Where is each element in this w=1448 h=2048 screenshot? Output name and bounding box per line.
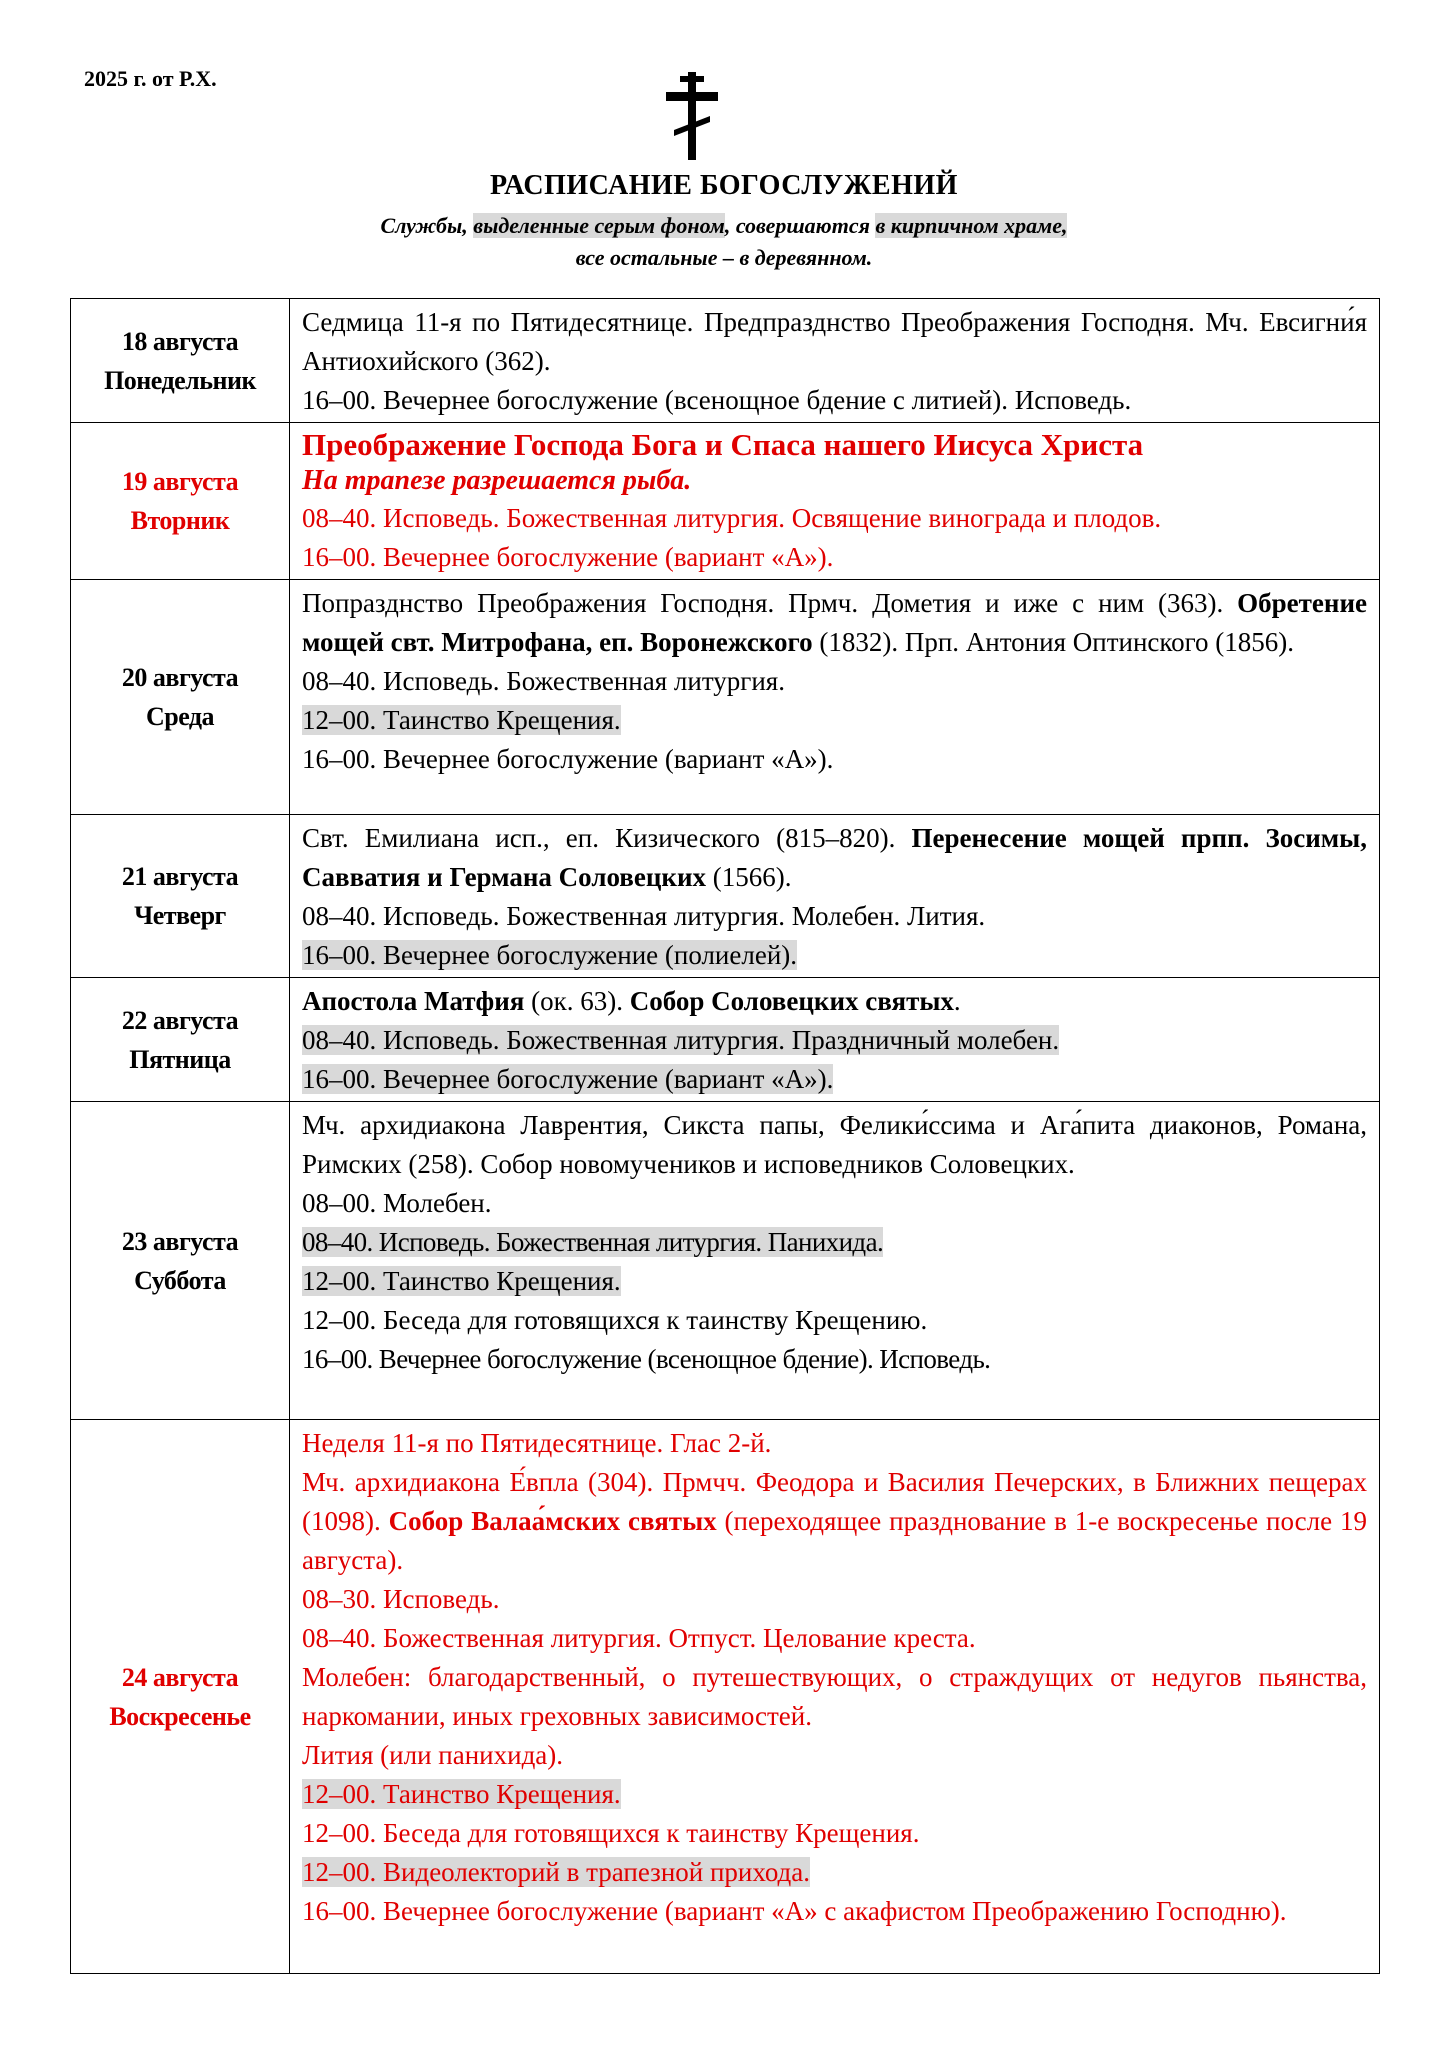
service-line-highlighted: 08–40. Исповедь. Божественная литургия. Праздничный молебен.: [302, 1025, 1060, 1055]
subtitle-part-4: в кирпичном храме,: [875, 213, 1068, 238]
service-line: 16–00. Вечернее богослужение (всенощное бдение с литией). Исповедь.: [302, 385, 1132, 415]
date: 24 августа: [121, 1662, 239, 1692]
service-line: 16–00. Вечернее богослужение (всенощное бдение). Исповедь.: [302, 1344, 991, 1374]
service-line: 08–40. Божественная литургия. Отпуст. Целование креста.: [302, 1623, 976, 1653]
year-label: 2025 г. от Р.Х.: [84, 66, 217, 91]
service-line: 12–00. Беседа для готовящихся к таинству Крещения.: [302, 1818, 920, 1848]
services-cell: [290, 1420, 1380, 1974]
day-description: Апостола Матфия (ок. 63). Собор Соловецких святых.: [302, 986, 961, 1016]
services-cell: [290, 1102, 1380, 1420]
subtitle-line-2: все остальные – в деревянном.: [575, 245, 873, 270]
day-description: Седмица 11-я по Пятидесятнице. Предпразднство Преображения Господня. Мч. Евсигни́я Антиохийского (362).: [302, 307, 1367, 376]
service-line: 08–40. Исповедь. Божественная литургия. Освящение винограда и плодов.: [302, 503, 1162, 533]
weekday: Четверг: [134, 901, 226, 930]
schedule-row: [71, 1102, 1380, 1420]
fasting-note: На трапезе разрешается рыба.: [302, 465, 692, 496]
subtitle-part-1: Службы,: [380, 213, 474, 238]
service-line-highlighted: 08–40. Исповедь. Божественная литургия. Панихида.: [302, 1227, 884, 1257]
service-line: 16–00. Вечернее богослужение (вариант «А»).: [302, 542, 834, 572]
service-line-highlighted: 12–00. Видеолекторий в трапезной прихода.: [302, 1857, 811, 1887]
date-cell: [71, 1102, 290, 1420]
weekday: Суббота: [134, 1265, 226, 1295]
service-line-highlighted: 12–00. Таинство Крещения.: [302, 1779, 621, 1809]
schedule-row: [71, 978, 1380, 1102]
service-line: 08–00. Молебен.: [302, 1188, 492, 1218]
service-line: 08–30. Исповедь.: [302, 1584, 500, 1614]
page-subtitle: [0, 210, 1448, 274]
service-line: 16–00. Вечернее богослужение (вариант «А» с акафистом Преображению Господню).: [302, 1896, 1287, 1926]
service-line: 08–40. Исповедь. Божественная литургия.: [302, 666, 785, 696]
date-cell: [71, 1420, 290, 1974]
services-cell: [290, 580, 1380, 815]
schedule-row: [71, 1420, 1380, 1974]
date: 19 августа: [121, 467, 239, 496]
services-cell: [290, 423, 1380, 580]
weekday: Среда: [145, 702, 215, 731]
date: 20 августа: [121, 663, 239, 692]
orthodox-cross-icon: [664, 70, 720, 162]
feast-title: Преображение Господа Бога и Спаса нашего Иисуса Христа: [302, 427, 1144, 462]
date: 23 августа: [121, 1226, 239, 1256]
weekday: Понедельник: [104, 365, 256, 395]
date-cell: [71, 580, 290, 815]
day-description: Попразднство Преображения Господня. Прмч. Дометия и иже с ним (363). Обретение мощей свт. Митрофана, еп. Воронежского (1832). Прп. Антония Оптинского (1856).: [302, 588, 1367, 657]
day-description: Свт. Емилиана исп., еп. Кизического (815–820). Перенесение мощей прпп. Зосимы, Савватия и Германа Соловецких (1566).: [302, 823, 1367, 892]
service-line: Молебен: благодарственный, о путешествующих, о страждущих от недугов пьянства, наркомании, иных греховных зависимостей.: [302, 1662, 1367, 1731]
weekday: Вторник: [130, 506, 230, 535]
date-cell: [71, 978, 290, 1102]
weekday: Пятница: [129, 1044, 231, 1074]
service-line: 08–40. Исповедь. Божественная литургия. Молебен. Лития.: [302, 901, 986, 931]
date: 21 августа: [121, 862, 239, 891]
service-line: Лития (или панихида).: [302, 1740, 564, 1770]
schedule-row: [71, 423, 1380, 580]
subtitle-part-3: , совершаются: [724, 213, 876, 238]
service-line: 12–00. Беседа для готовящихся к таинству Крещению.: [302, 1305, 928, 1335]
service-line: 16–00. Вечернее богослужение (вариант «А»).: [302, 744, 834, 774]
schedule-table: [70, 298, 1380, 1974]
date-cell: [71, 299, 290, 423]
subtitle-part-2: выделенные серым фоном: [473, 213, 725, 238]
day-description: Мч. архидиакона Е́впла (304). Прмчч. Феодора и Василия Печерских, в Ближних пещерах (1098). Собор Валаа́мских святых (переходящее празднование в 1-е воскресенье после 19 августа).: [302, 1467, 1368, 1575]
schedule-row: [71, 580, 1380, 815]
date: 22 августа: [121, 1005, 239, 1035]
schedule-row: [71, 299, 1380, 423]
service-line-highlighted: 16–00. Вечернее богослужение (полиелей).: [302, 940, 798, 970]
date-cell: [71, 815, 290, 978]
weekday: Воскресенье: [109, 1701, 251, 1731]
schedule-row: [71, 815, 1380, 978]
service-line-highlighted: 12–00. Таинство Крещения.: [302, 705, 621, 735]
services-cell: [290, 978, 1380, 1102]
service-line-highlighted: 16–00. Вечернее богослужение (вариант «А»).: [302, 1064, 834, 1094]
day-description: Мч. архидиакона Лаврентия, Сикста папы, Фелики́ссима и Ага́пита диаконов, Романа, Римских (258). Собор новомучеников и исповедников Соловецких.: [302, 1110, 1367, 1179]
services-cell: [290, 299, 1380, 423]
date: 18 августа: [121, 326, 239, 356]
page-title: РАСПИСАНИЕ БОГОСЛУЖЕНИЙ: [490, 170, 958, 201]
week-title: Неделя 11-я по Пятидесятнице. Глас 2-й.: [302, 1428, 772, 1458]
date-cell: [71, 423, 290, 580]
services-cell: [290, 815, 1380, 978]
service-line-highlighted: 12–00. Таинство Крещения.: [302, 1266, 621, 1296]
